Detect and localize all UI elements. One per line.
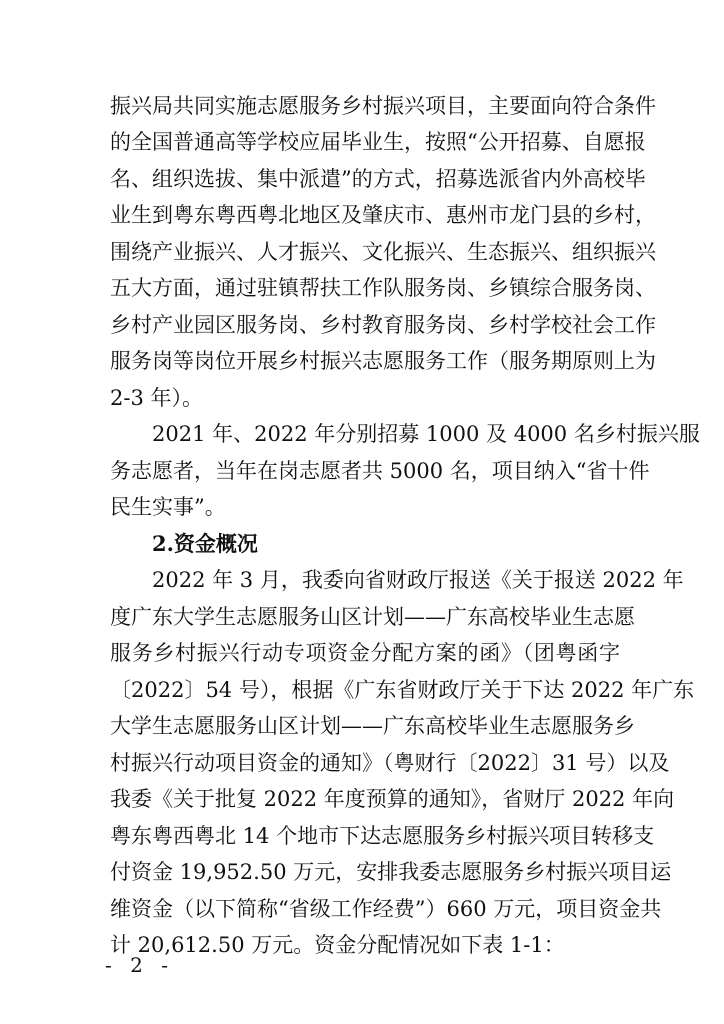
body-text-line: 振兴局共同实施志愿服务乡村振兴项目，主要面向符合条件: [110, 94, 656, 118]
body-text-line: 〔2022〕54 号），根据《广东省财政厅关于下达 2022 年广东: [110, 678, 695, 702]
section-heading: 2.资金概况: [152, 531, 258, 556]
body-text-line: 民生实事”。: [110, 495, 226, 519]
body-text-line: 村振兴行动项目资金的通知》（粤财行〔2022〕31 号）以及: [110, 751, 670, 775]
body-text-line: 围绕产业振兴、人才振兴、文化振兴、生态振兴、组织振兴: [110, 240, 656, 264]
body-text-line: 付资金 19,952.50 万元，安排我委志愿服务乡村振兴项目运: [110, 860, 672, 884]
page-number: - 2 -: [105, 953, 174, 977]
body-text-line: 务志愿者，当年在岗志愿者共 5000 名，项目纳入“省十件: [110, 459, 650, 483]
body-text-line: 业生到粤东粤西粤北地区及肇庆市、惠州市龙门县的乡村，: [110, 203, 656, 227]
body-text-line: 服务乡村振兴行动专项资金分配方案的函》（团粤函字: [110, 641, 620, 665]
body-text-line: 乡村产业园区服务岗、乡村教育服务岗、乡村学校社会工作: [110, 313, 656, 337]
body-text-line: 度广东大学生志愿服务山区计划——广东高校毕业生志愿: [110, 605, 635, 629]
body-text-line: 2021 年、2022 年分别招募 1000 及 4000 名乡村振兴服: [152, 422, 700, 446]
body-text-line: 的全国普通高等学校应届毕业生，按照“公开招募、自愿报: [110, 130, 646, 154]
body-text-line: 服务岗等岗位开展乡村振兴志愿服务工作（服务期原则上为: [110, 349, 656, 373]
body-text-line: 粤东粤西粤北 14 个地市下达志愿服务乡村振兴项目转移支: [110, 824, 655, 848]
body-text-line: 五大方面，通过驻镇帮扶工作队服务岗、乡镇综合服务岗、: [110, 276, 656, 300]
body-text-line: 维资金（以下简称“省级工作经费”）660 万元，项目资金共: [110, 897, 662, 921]
body-text-line: 名、组织选拔、集中派遣”的方式，招募选派省内外高校毕: [110, 167, 646, 191]
body-text-line: 大学生志愿服务山区计划——广东高校毕业生志愿服务乡: [110, 714, 635, 738]
body-text-line: 计 20,612.50 万元。资金分配情况如下表 1-1：: [110, 933, 565, 957]
body-text-line: 我委《关于批复 2022 年度预算的通知》，省财厅 2022 年向: [110, 787, 675, 811]
body-text-line: 2022 年 3 月，我委向省财政厅报送《关于报送 2022 年: [152, 568, 684, 592]
body-text-line: 2-3 年）。: [110, 386, 203, 410]
